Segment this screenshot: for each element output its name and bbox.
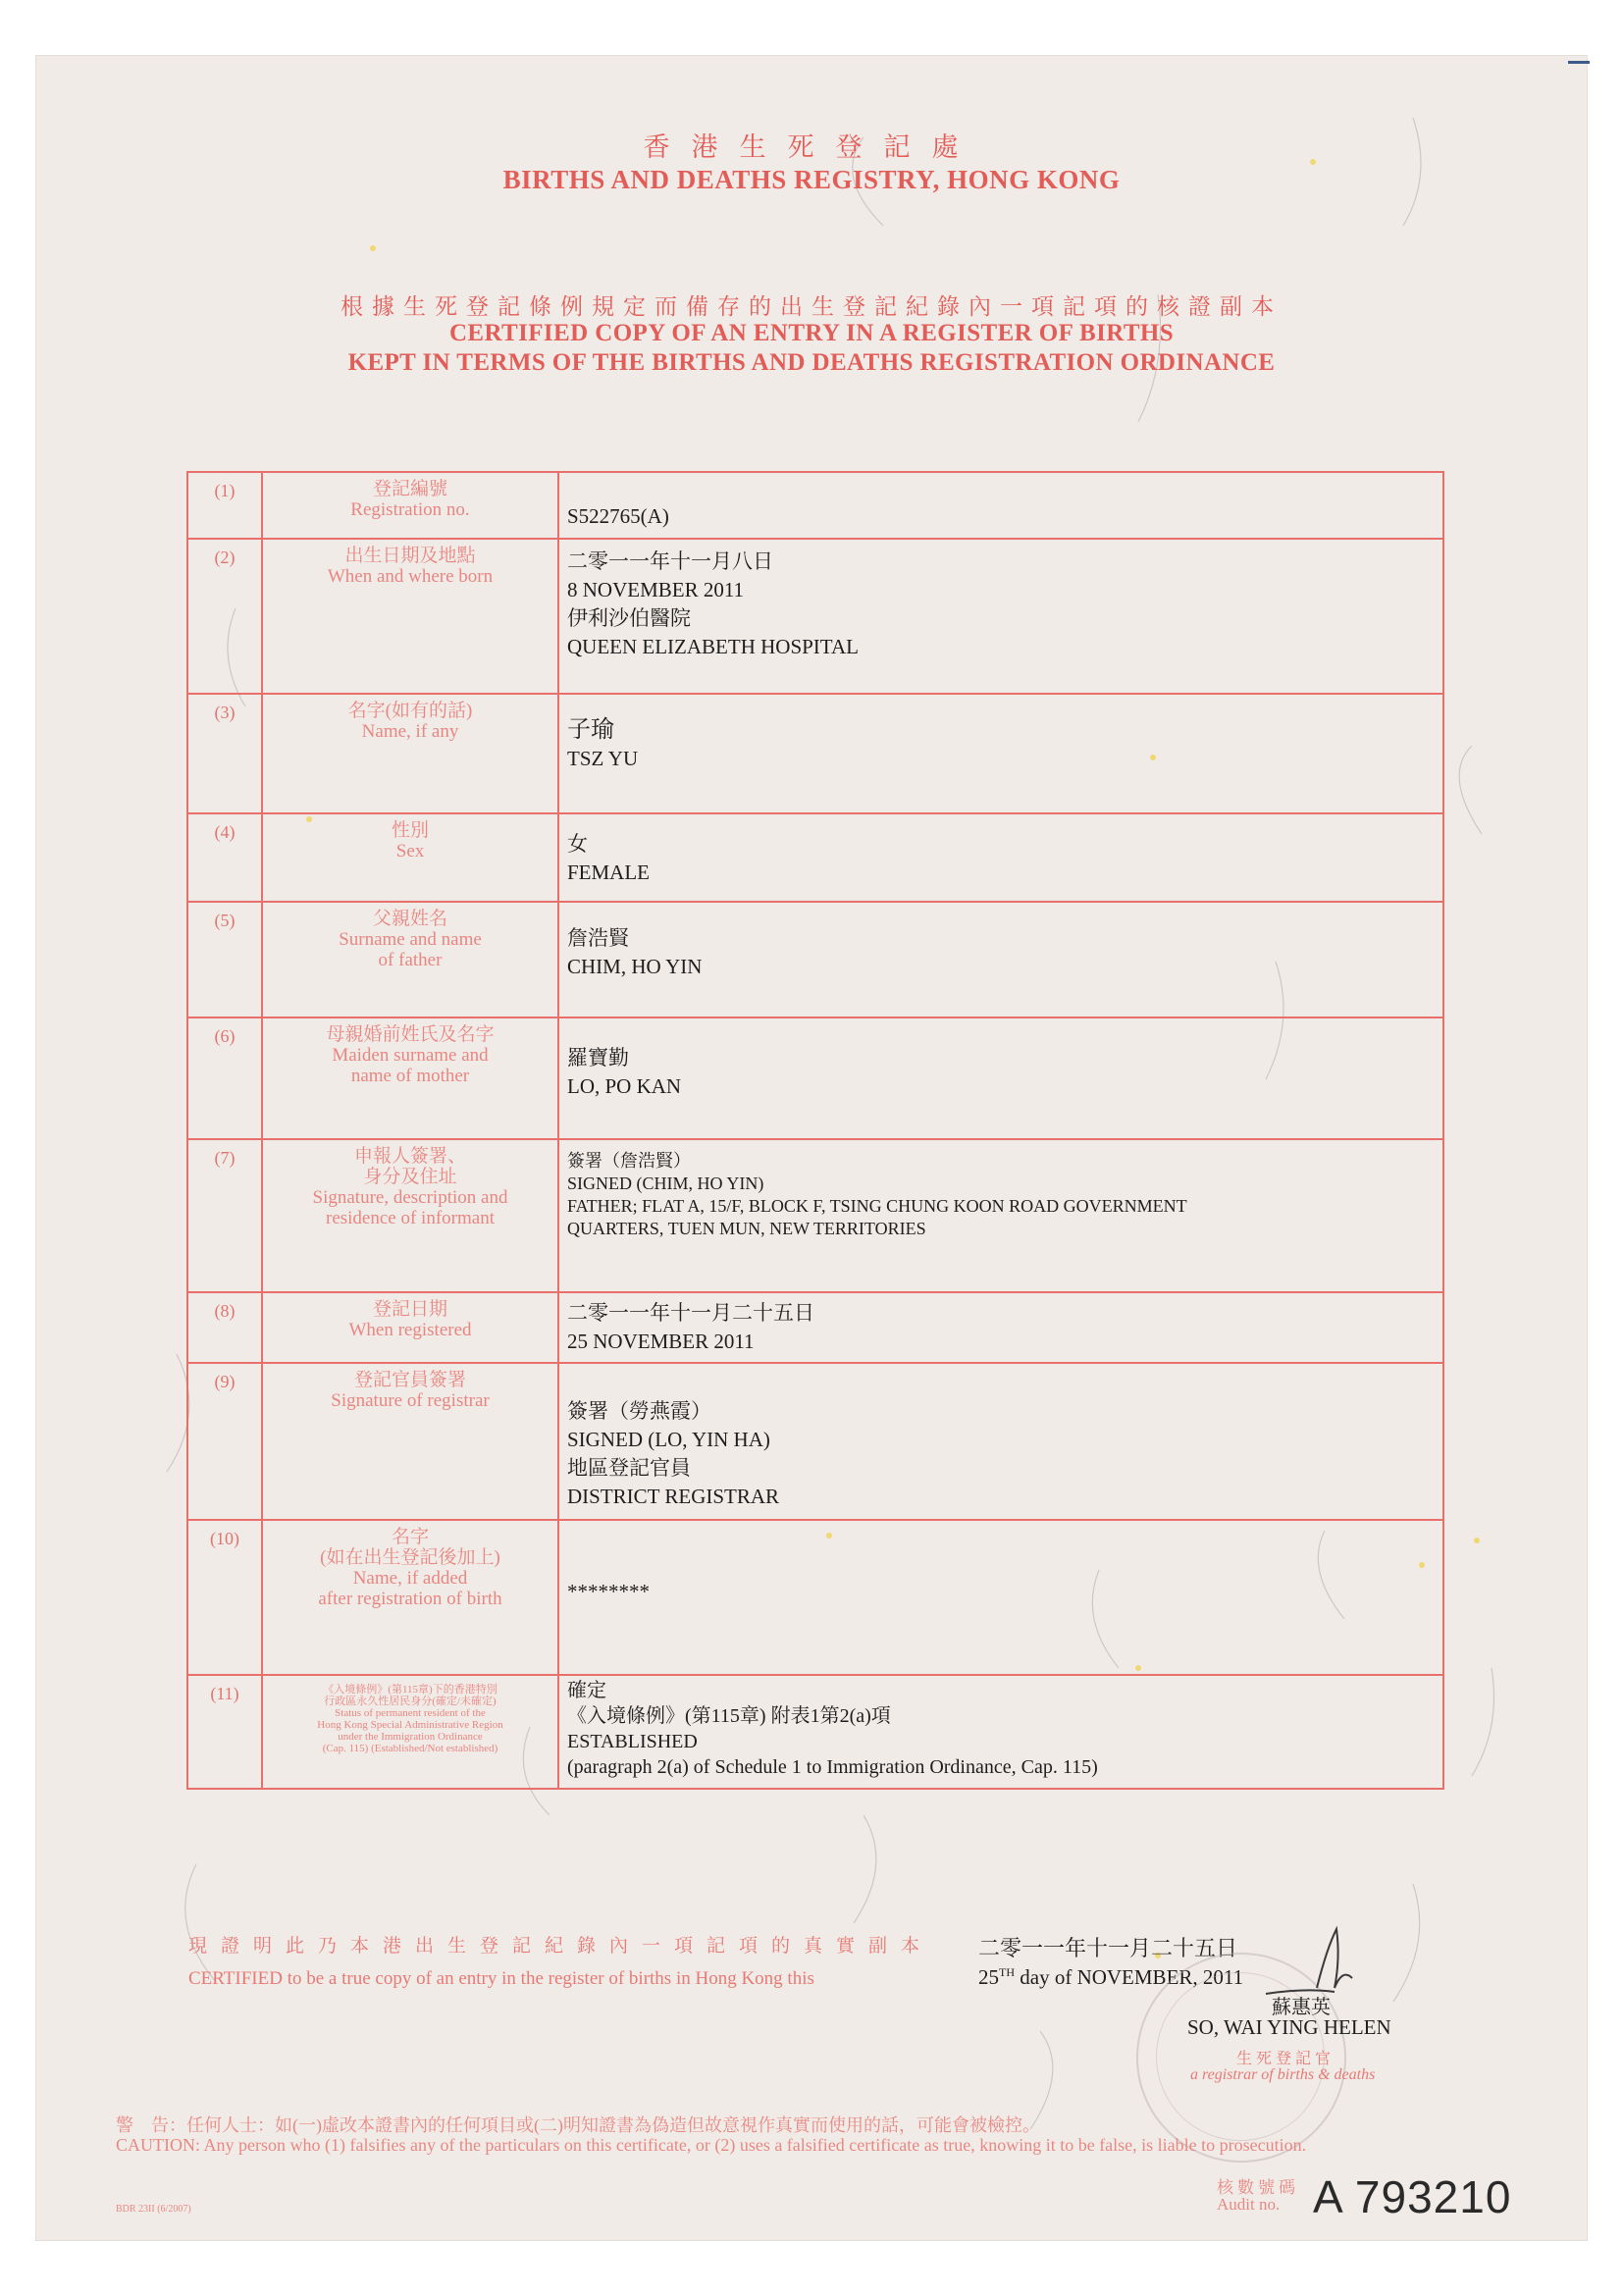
caution-text-zh: 警 告：任何人士：如(一)虛改本證書內的任何項目或(二)明知證書為偽造但故意視作真實而使用的話，可能會被檢控。 xyxy=(116,2115,1040,2135)
registration-number-value: S522765(A) xyxy=(567,504,669,528)
row-number: (4) xyxy=(188,814,263,901)
row-label: 登記編號 Registration no. xyxy=(263,473,559,538)
certification-date-en: 25TH day of NOVEMBER, 2011 xyxy=(978,1965,1244,1989)
row-number: (6) xyxy=(188,1018,263,1138)
row-label: 登記官員簽署 Signature of registrar xyxy=(263,1364,559,1519)
signer-name-en: SO, WAI YING HELEN xyxy=(1187,2015,1391,2039)
signer-name-zh: 蘇惠英 xyxy=(1272,1997,1331,2018)
mother-name-value: 羅寶勤 LO, PO KAN xyxy=(567,1046,682,1098)
row-number: (7) xyxy=(188,1140,263,1291)
registration-date-value: 二零一一年十一月二十五日 25 NOVEMBER 2011 xyxy=(567,1301,814,1353)
row-label: 母親婚前姓氏及名字 Maiden surname and name of mother xyxy=(263,1018,559,1138)
audit-label-zh: 核數號碼 xyxy=(1217,2178,1299,2197)
row-label: 名字 (如在出生登記後加上) Name, if added after registration of birth xyxy=(263,1521,559,1674)
row-label: 登記日期 When registered xyxy=(263,1293,559,1362)
name-value: 子瑜 TSZ YU xyxy=(567,717,639,770)
row-label: 性別 Sex xyxy=(263,814,559,901)
added-name-value: ******** xyxy=(567,1580,650,1603)
audit-number: A 793210 xyxy=(1313,2171,1512,2222)
residency-status-value: 確定 《入境條例》(第115章) 附表1第2(a)項 ESTABLISHED (paragraph 2(a) of Schedule 1 to Immigration Ordinance, Cap. 115) xyxy=(567,1680,1098,1778)
birth-date-place-value: 二零一一年十一月八日 8 NOVEMBER 2011 伊利沙伯醫院 QUEEN ELIZABETH HOSPITAL xyxy=(567,549,859,658)
registry-title-zh: 香港生死登記處 xyxy=(643,132,980,162)
certification-date-zh: 二零一一年十一月二十五日 xyxy=(978,1936,1238,1960)
certification-text-en: CERTIFIED to be a true copy of an entry in the register of births in Hong Kong this xyxy=(188,1968,814,1989)
signer-title-zh: 生死登記官 xyxy=(1236,2051,1335,2067)
informant-value: 簽署（詹浩賢） SIGNED (CHIM, HO YIN) FATHER; FLAT A, 15/F, BLOCK F, TSING CHUNG KOON ROAD GOVERNMENT QUARTERS, TUEN MUN, NEW TERRITORIES xyxy=(567,1151,1187,1238)
form-code: BDR 23II (6/2007) xyxy=(116,2204,191,2215)
row-label: 出生日期及地點 When and where born xyxy=(263,540,559,693)
certificate-title-zh: 根據生死登記條例規定而備存的出生登記紀錄內一項記項的核證副本 xyxy=(340,294,1283,319)
certificate-title-en-line1: CERTIFIED COPY OF AN ENTRY IN A REGISTER OF BIRTHS xyxy=(448,320,1175,346)
row-label: 申報人簽署、 身分及住址 Signature, description and residence of informant xyxy=(263,1140,559,1291)
row-label: 《入境條例》(第115章)下的香港特別 行政區永久性居民身分(確定/未確定) Status of permanent resident of the Hong Kong Special Administrative Region under the Immigration Ordinance (Cap. 115) (Established/Not established) xyxy=(263,1676,559,1788)
certificate-title-en-line2: KEPT IN TERMS OF THE BIRTHS AND DEATHS REGISTRATION ORDINANCE xyxy=(347,349,1276,376)
row-number: (5) xyxy=(188,903,263,1017)
row-number: (10) xyxy=(188,1521,263,1674)
registry-title-en: BIRTHS AND DEATHS REGISTRY, HONG KONG xyxy=(502,165,1121,194)
father-name-value: 詹浩賢 CHIM, HO YIN xyxy=(567,926,703,978)
row-number: (9) xyxy=(188,1364,263,1519)
row-number: (11) xyxy=(188,1676,263,1788)
row-number: (8) xyxy=(188,1293,263,1362)
row-number: (2) xyxy=(188,540,263,693)
signer-title-en: a registrar of births & deaths xyxy=(1190,2066,1376,2083)
row-number: (3) xyxy=(188,695,263,812)
sex-value: 女 FEMALE xyxy=(567,832,650,884)
registrar-signature-value: 簽署（勞燕霞） SIGNED (LO, YIN HA) 地區登記官員 DISTRICT REGISTRAR xyxy=(567,1399,780,1508)
row-label: 父親姓名 Surname and name of father xyxy=(263,903,559,1017)
caution-text-en: CAUTION: Any person who (1) falsifies any of the particulars on this certificate, or (2) uses a falsified certificate as true, knowing it to be false, is liable to prosecution. xyxy=(116,2135,1307,2155)
certification-text-zh: 現證明此乃本港出生登記紀錄內一項記項的真實副本 xyxy=(188,1936,934,1957)
row-label: 名字(如有的話) Name, if any xyxy=(263,695,559,812)
row-number: (1) xyxy=(188,473,263,538)
audit-label-en: Audit no. xyxy=(1217,2195,1281,2214)
